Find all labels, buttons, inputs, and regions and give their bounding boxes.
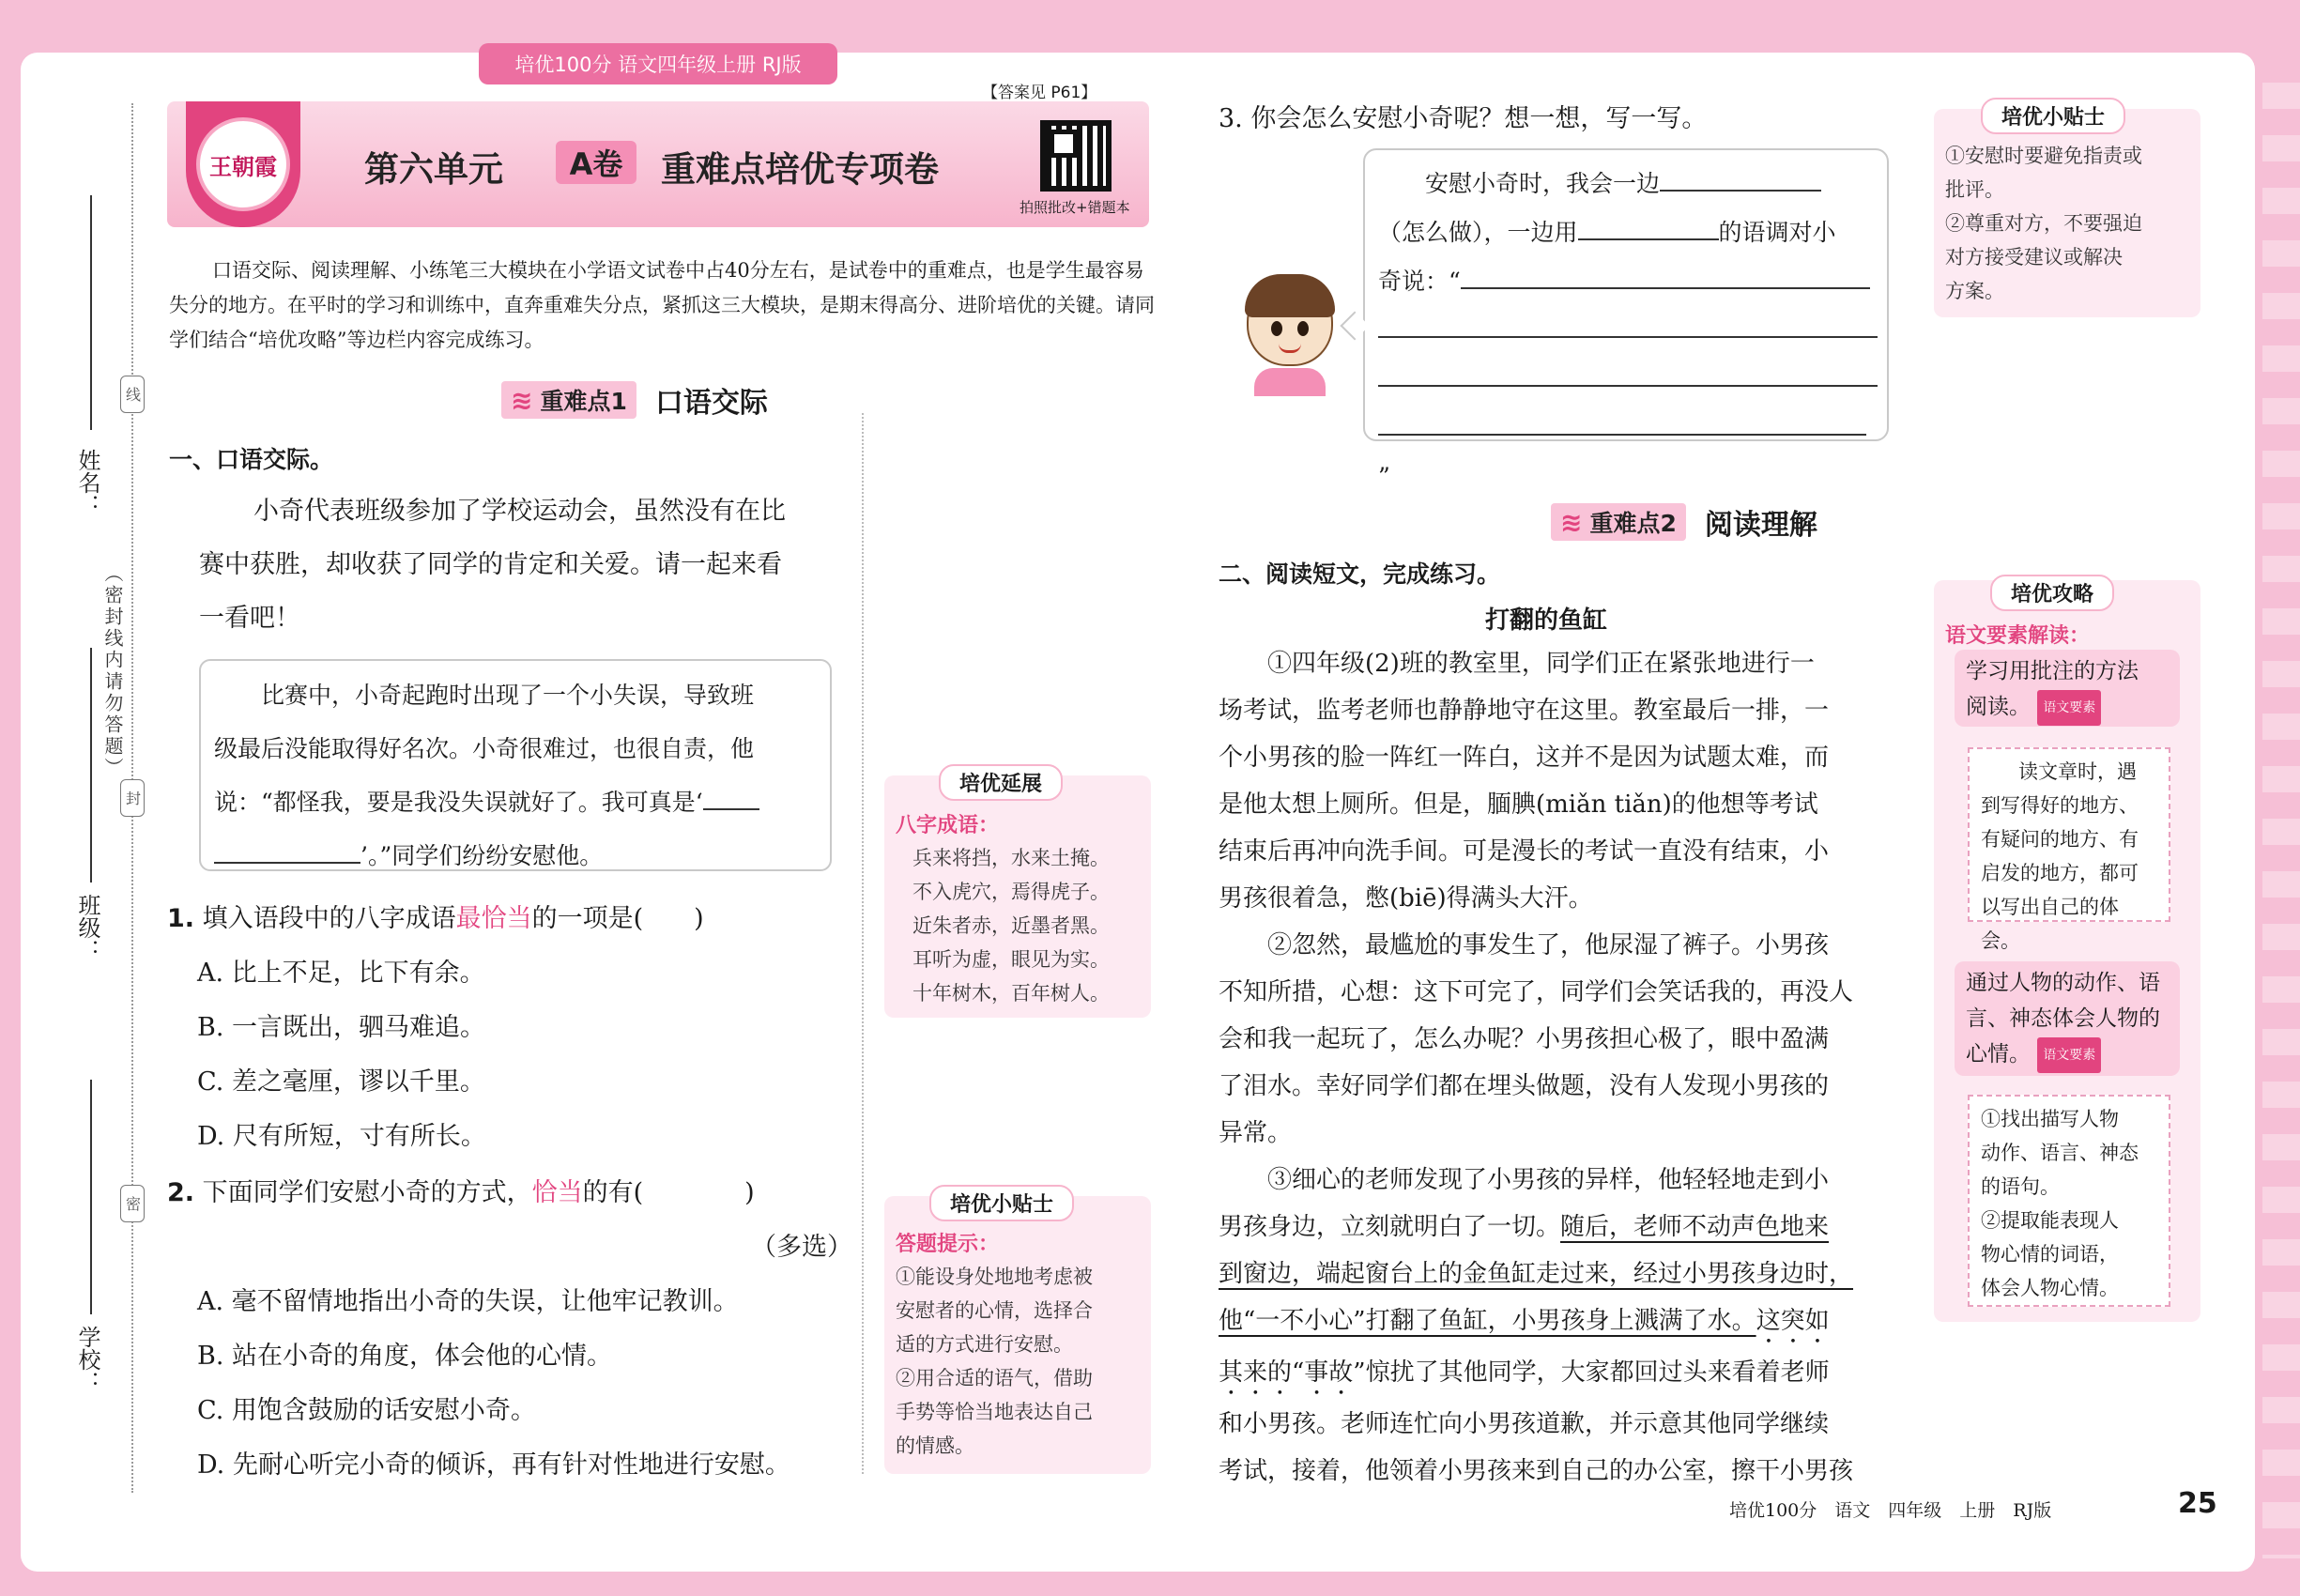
story-line: ’。”同学们纷纷安慰他。 — [214, 829, 817, 882]
answer-blank[interactable] — [1461, 287, 1870, 289]
wave-icon: ≋ — [511, 384, 533, 416]
q1-option-d[interactable]: D. 尺有所短，寸有所长。 — [197, 1122, 486, 1151]
wave-icon: ≋ — [1560, 506, 1583, 538]
publisher-logo — [186, 101, 300, 227]
q1-option-b[interactable]: B. 一言既出，驷马难追。 — [197, 1013, 486, 1042]
q2-option-a[interactable]: A. 毫不留情地指出小奇的失误，让他牢记教训。 — [197, 1287, 739, 1316]
book-tab: 培优100分 语文四年级上册 RJ版 — [479, 43, 837, 84]
answer-line[interactable] — [1378, 434, 1866, 436]
mark-mi: 密 — [120, 1185, 145, 1222]
strategy-note-2: ①找出描写人物 动作、语言、神态 的语句。 ②提取能表现人 物心情的词语， 体会人物心情。 — [1968, 1095, 2170, 1307]
multi-select-note: （多选） — [751, 1233, 852, 1262]
header-banner — [167, 101, 1149, 227]
story-line: 说：“都怪我，要是我没失误就好了。我可真是‘ — [214, 775, 817, 829]
reading-paragraph-2: ②忽然，最尴尬的事发生了，他尿湿了裤子。小男孩 不知所措，心想：这下可完了，同学们会笑话我的，再没人 会和我一起玩了，怎么办呢？小男孩担心极了，眼中盈满 了泪水。幸好同学们都在埋头做题，没有人发现小男孩的 异常。 — [1219, 931, 1854, 1147]
story-line: 级最后没能取得好名次。小奇很难过，也很自责，他 — [214, 735, 755, 762]
reading-paragraph-3: ③细心的老师发现了小男孩的异样，他轻轻地走到小 男孩身边，立刻就明白了一切。随后，老师不动声色地来 到窗边，端起窗台上的金鱼缸走过来，经过小男孩身边时， 他“一不小心”打翻了鱼缸，小男孩身上溅满了水。这突如 其来的“事故”惊扰了其他同学，大家都回过头来看着老师 和小男孩。老师连忙向小男孩道歉，并示意其他同学继续 考试，接着，他领着小男孩来到自己的办公室，擦干小男孩 — [1219, 1157, 1889, 1495]
qr-caption: 拍照批改+错题本 — [1020, 199, 1130, 216]
oral-para-line: 小奇代表班级参加了学校运动会，虽然没有在比 — [253, 497, 786, 526]
side-extension-title: 培优延展 — [939, 764, 1063, 801]
logo-text: 王朝霞 — [196, 117, 290, 211]
dotted-phrase: 这突如 — [1756, 1307, 1830, 1335]
school-label: 学校： — [74, 1326, 100, 1393]
story-line: 比赛中，小奇起跑时出现了一个小失误，导致班 — [261, 682, 755, 709]
column-divider — [862, 413, 864, 1474]
decorative-edge — [2262, 56, 2300, 1558]
page-number: 25 — [2178, 1487, 2217, 1520]
q-head-reading: 二、阅读短文，完成练习。 — [1219, 560, 1501, 588]
answer-line[interactable] — [1378, 385, 1878, 387]
underlined-sentence: 到窗边，端起窗台上的金鱼缸走过来，经过小男孩身边时， — [1219, 1260, 1854, 1288]
section1-tag: ≋ 重难点1 — [501, 381, 636, 419]
binding-note: （密封线内请勿答题） — [101, 563, 124, 779]
qr-code-icon[interactable] — [1040, 120, 1112, 192]
class-field[interactable] — [90, 648, 92, 882]
strategy-element-1: 学习用批注的方法 阅读。 语文要素 — [1955, 650, 2180, 727]
q2-option-b[interactable]: B. 站在小奇的角度，体会他的心情。 — [197, 1342, 613, 1371]
q-head-oral: 一、口语交际。 — [169, 446, 334, 473]
name-field[interactable] — [90, 195, 92, 430]
footer-text: 培优100分 语文 四年级 上册 RJ版 — [1729, 1500, 2052, 1521]
story-box — [199, 659, 832, 871]
element-tag: 语文要素 — [2037, 1037, 2101, 1073]
q1-option-c[interactable]: C. 差之毫厘，谬以千里。 — [197, 1067, 485, 1097]
side-tip-sub: 答题提示： — [896, 1233, 1000, 1256]
intro-text: 口语交际、阅读理解、小练笔三大模块在小学语文试卷中占40分左右，是试卷中的重难点，也是学生最容易失分的地方。在平时的学习和训练中，直奔重难失分点，紧抓这三大模块，是期末得高分、进阶培优的关键。请同学们结合“培优攻略”等边栏内容完成练习。 — [169, 259, 1155, 351]
answer-line[interactable] — [1378, 336, 1878, 338]
question-3: 3. 你会怎么安慰小奇呢？想一想，写一写。 — [1219, 104, 1708, 133]
paper-badge: A卷 — [556, 141, 636, 184]
answer-blank[interactable] — [1660, 190, 1821, 192]
question-1: 1. 填入语段中的八字成语最恰当的一项是( ) — [167, 904, 704, 933]
side-extension-sub: 八字成语： — [896, 814, 1000, 837]
side-tip-title: 培优小贴士 — [929, 1185, 1074, 1221]
answer-hints: ①能设身处地地考虑被 安慰者的心情，选择合 适的方式进行安慰。 ②用合适的语气，借助 手势等恰当地表达自己 的情感。 — [896, 1266, 1093, 1457]
section2-title: 阅读理解 — [1704, 509, 1817, 542]
answer-reference: 【答案见 P61】 — [982, 84, 1097, 102]
q2-option-c[interactable]: C. 用饱含鼓励的话安慰小奇。 — [197, 1396, 536, 1425]
oral-para-line: 一看吧！ — [199, 604, 300, 633]
name-label: 姓名： — [74, 449, 100, 516]
reading-paragraph-1: ①四年级(2)班的教室里，同学们正在紧张地进行一 场考试，监考老师也静静地守在这里。教室最后一排，一 个小男孩的脸一阵红一阵白，这并不是因为试题太难，而 是他太想上厕所。但是，腼腆(miǎn tiǎn)的他想等考试 结束后再冲向洗手间。可是漫长的考试一直没有结束，小 男孩很着急，憋(biē)得满头大汗。 — [1219, 650, 1830, 913]
q1-option-a[interactable]: A. 比上不足，比下有余。 — [197, 959, 485, 988]
idiom-list: 兵来将挡，水来土掩。 不入虎穴，焉得虎子。 近朱者赤，近墨者黑。 耳听为虚，眼见为实。 十年树木，百年树人。 — [912, 847, 1110, 1005]
side-tip2-title: 培优小贴士 — [1981, 98, 2125, 134]
class-label: 班级： — [74, 894, 100, 961]
story-title: 打翻的鱼缸 — [1485, 606, 1608, 635]
oral-para-line: 赛中获胜，却收获了同学的肯定和关爱。请一起来看 — [199, 550, 782, 579]
idiom-blank[interactable] — [703, 808, 759, 810]
mark-xian: 线 — [120, 376, 145, 413]
paper-title: 重难点培优专项卷 — [661, 149, 939, 190]
element-tag: 语文要素 — [2037, 690, 2101, 726]
comfort-tips: ①安慰时要避免指责或 批评。 ②尊重对方，不要强迫 对方接受建议或解决 方案。 — [1945, 145, 2142, 302]
boy-illustration — [1247, 278, 1333, 396]
dotted-phrase: 其来的“事故” — [1219, 1358, 1366, 1387]
underlined-sentence: 他“一不小心”打翻了鱼缸，小男孩身上溅满了水。 — [1219, 1307, 1756, 1335]
school-field[interactable] — [90, 1080, 92, 1314]
strategy-sub: 语文要素解读： — [1945, 624, 2091, 648]
underlined-sentence: 随后，老师不动声色地来 — [1560, 1213, 1830, 1241]
strategy-title: 培优攻略 — [1990, 575, 2114, 611]
strategy-element-2: 通过人物的动作、语 言、神态体会人物的 心情。 语文要素 — [1955, 961, 2180, 1076]
strategy-note-1: 读文章时，遇 到写得好的地方、 有疑问的地方、有 启发的地方，都可 以写出自己的体会。 — [1968, 747, 2170, 922]
section2-tag: ≋ 重难点2 — [1551, 503, 1686, 541]
unit-title: 第六单元 — [364, 149, 503, 190]
section2-header — [1551, 501, 1817, 543]
section1-header — [501, 379, 768, 421]
q2-option-d[interactable]: D. 先耐心听完小奇的倾诉，再有针对性地进行安慰。 — [197, 1450, 790, 1480]
mark-feng: 封 — [120, 779, 145, 817]
idiom-blank[interactable] — [214, 862, 360, 864]
section1-title: 口语交际 — [654, 387, 768, 420]
answer-blank[interactable] — [1578, 238, 1719, 240]
question-2: 2. 下面同学们安慰小奇的方式，恰当的有( ) — [167, 1178, 755, 1207]
speech-bubble: 安慰小奇时，我会一边 （怎么做），一边用 的语调对小 奇说：“ ” — [1363, 148, 1889, 441]
